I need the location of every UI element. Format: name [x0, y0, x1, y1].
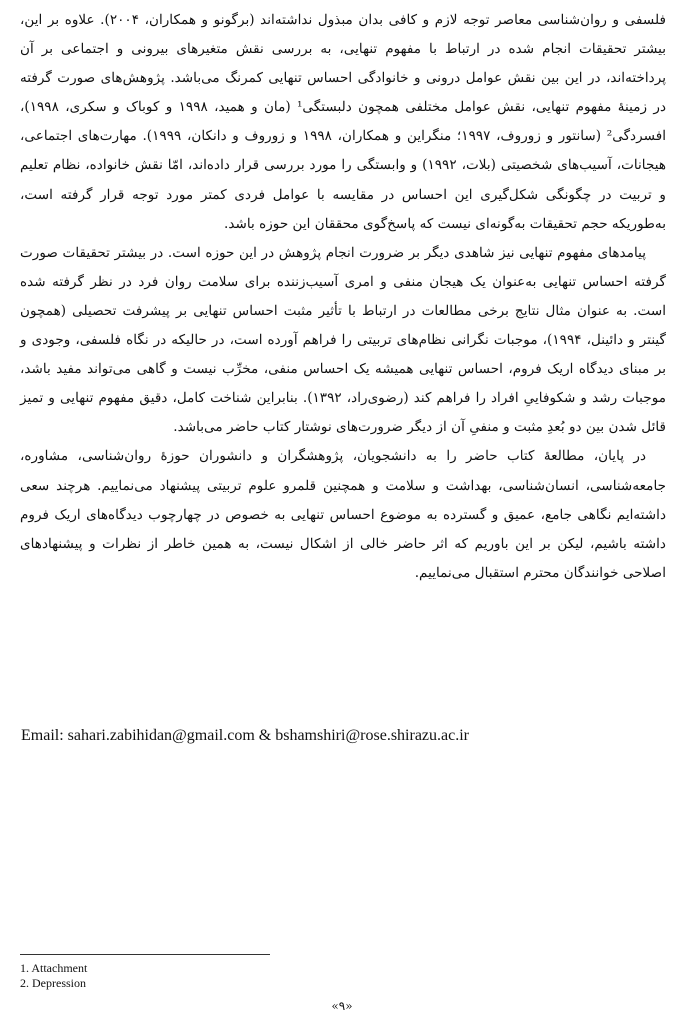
email-line: Email: sahari.zabihidan@gmail.com & bshamshiri@rose.shirazu.ac.ir — [21, 727, 470, 744]
footnote-1: 1. Attachment — [20, 961, 88, 975]
paragraph-2: پیامدهای مفهوم تنهایی نیز شاهدی دیگر بر ضرورت انجام پژوهش در این حوزه است. در بیشتر تحقیقات صورت گرفته احساس تنهایی به‌عنوان یک هیجان منفی و امری آسیب‌زننده برای سلامت روان فرد در نظر گرفته شده است. به عنوان مثال نتایج برخی مطالعات در ارتباط با تأثیر مثبت احساس تنهایی بر پیشرفت تحصیلی (همچون گینتر و دائینل، ۱۹۹۴)، موجبات نگرانی نظام‌های تربیتی را فراهم آورده است، در حالیکه در نگاه فلسفی، وجودی و بر مبنای دیدگاه اریک فروم، احساس تنهایی همیشه یک احساس منفی، مخرِّب نیست و گاهی می‌تواند مفید باشد، موجبات رشد و شکوفاییِ افراد را فراهم کند (رضوی‌راد، ۱۳۹۲). بنابراین شناخت کامل، دقیق مفهوم تنهایی و تمیز قائل شدن بین دو بُعدِ مثبت و منفیِ آن از دیگر ضرورت‌های نوشتار کتاب حاضر می‌باشد. — [20, 244, 667, 436]
footnotes — [20, 961, 87, 990]
footnote-2: 2. Depression — [20, 975, 86, 990]
paragraph-1: فلسفی و روان‌شناسی معاصر توجه لازم و کافی بدان مبذول نداشته‌اند (برگونو و همکاران، ۲۰۰۴). علاوه بر این، بیشتر تحقیقات انجام شده در ارتباط با مفهوم تنهایی، به بررسی نقش متغیرهای بیرونی و اجتماعی بر آن پرداخته‌اند، در این بین نقش عوامل درونی و خانوادگی احساس تنهایی کمرنگ می‌باشد. پژوهش‌های صورت گرفته در زمینهٔ مفهوم تنهایی، نقش عوامل مختلفی همچون دلبستگی¹ (مان و همید، ۱۹۹۸ و کوباک و سکری، ۱۹۹۸)، افسردگی² (سانتور و زوروف، ۱۹۹۷؛ منگراین و همکاران، ۱۹۹۸ و زوروف و دانکان، ۱۹۹۹). مهارت‌های اجتماعی، هیجانات، آسیب‌های شخصیتی (بلات، ۱۹۹۲) و وابستگی را مورد بررسی قرار داده‌اند، امّا نقش خانواده، نظام تعلیم و تربیت در چگونگی شکل‌گیری این احساس در مقایسه با عوامل فردی کمتر مورد توجه قرار گرفته است، به‌طوریکه حجم تحقیقات به‌گونه‌ای نیست که پاسخ‌گوی محققان این حوزه باشد. — [20, 12, 667, 232]
page-number: «۹» — [331, 999, 353, 1013]
footnote-divider — [20, 954, 270, 955]
paragraph-3: در پایان، مطالعهٔ کتاب حاضر را به دانشجویان، پژوهشگران و دانشوران حوزهٔ روان‌شناسی، مشاوره، جامعه‌شناسی، انسان‌شناسی، بهداشت و سلامت و همچنین قلمرو علوم تربیتی پیشنهاد می‌نماییم. هرچند سعی داشته‌ایم نگاهی جامع، عمیق و گسترده به موضوع احساس تنهایی به خصوص در چهارچوب دیدگاه‌های اریک فروم داشته باشیم، لیکن بر این باوریم که اثر حاضر خالی از اشکال نیست، به همین خاطر از نظرات و پیشنهادهای اصلاحی خوانندگان محترم استقبال می‌نماییم. — [20, 448, 666, 581]
body-text — [20, 6, 666, 588]
